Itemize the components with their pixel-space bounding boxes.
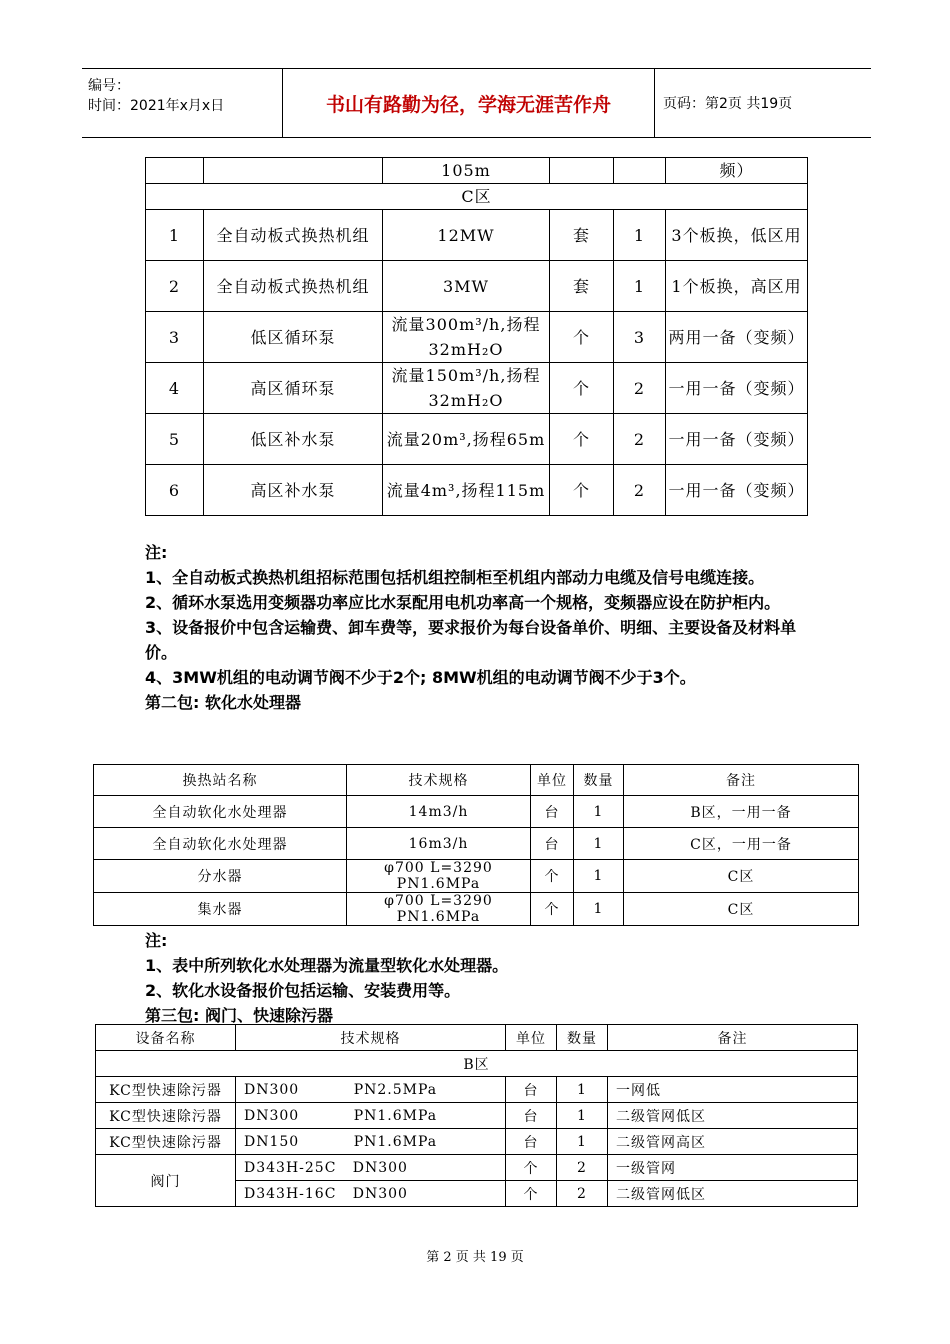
section-row (96, 1051, 858, 1077)
table-cell: 个 (550, 312, 614, 363)
table-row (96, 1103, 858, 1129)
table-cell: C区 (624, 893, 859, 926)
table-cell: 个 (550, 414, 614, 465)
header-motto: 书山有路勤为径，学海无涯苦作舟 (283, 69, 655, 137)
table-cell: KC型快速除污器 (96, 1129, 236, 1155)
column-header: 技术规格 (347, 765, 531, 796)
table-cell: 3 (614, 312, 666, 363)
table-cell: B区，一用一备 (624, 796, 859, 828)
table-row (94, 796, 859, 828)
time-label: 时间：2021年x月x日 (88, 98, 225, 114)
table-cell: 套 (550, 261, 614, 312)
section-row (146, 184, 808, 210)
table-cell: 5 (146, 414, 204, 465)
table-cell: 高区补水泵 (204, 465, 383, 516)
table-cell: 流量20m³,扬程65m (383, 414, 550, 465)
header-meta (82, 69, 283, 137)
table-cell: DN150 PN1.6MPa (236, 1129, 506, 1155)
softener-table (93, 764, 859, 926)
table-cell: 频） (666, 158, 808, 184)
table-cell: 台 (531, 828, 574, 860)
table-cell: 台 (531, 796, 574, 828)
table-cell: 1 (614, 261, 666, 312)
table-cell: 二级管网低区 (608, 1181, 858, 1207)
column-header: 备注 (624, 765, 859, 796)
valve-table (95, 1024, 858, 1207)
column-header: 技术规格 (236, 1025, 506, 1051)
table-cell: 1 (557, 1103, 608, 1129)
column-header: 单位 (506, 1025, 557, 1051)
table-cell: 两用一备（变频） (666, 312, 808, 363)
table-cell: 台 (506, 1129, 557, 1155)
table-cell: KC型快速除污器 (96, 1077, 236, 1103)
table-cell: 105m (383, 158, 550, 184)
table-cell: 1 (574, 860, 624, 893)
table-cell: 3 (146, 312, 204, 363)
table-cell: 1 (574, 796, 624, 828)
table-cell: 低区补水泵 (204, 414, 383, 465)
column-header: 数量 (574, 765, 624, 796)
header-row (96, 1025, 858, 1051)
page-footer: 第 2 页 共 19 页 (426, 1250, 524, 1265)
table-cell: 二级管网高区 (608, 1129, 858, 1155)
table-cell: 2 (614, 465, 666, 516)
table-cell: 流量4m³,扬程115m (383, 465, 550, 516)
table-cell: C区 (624, 860, 859, 893)
table-cell: 一级管网 (608, 1155, 858, 1181)
note-line: 2、循环水泵选用变频器功率应比水泵配用电机功率高一个规格，变频器应设在防护柜内。 (145, 593, 781, 612)
table-cell: 1 (557, 1129, 608, 1155)
table-cell: φ700 L=3290 PN1.6MPa (347, 893, 531, 926)
table-cell: 2 (557, 1155, 608, 1181)
table-cell: 一网低 (608, 1077, 858, 1103)
header-row (94, 765, 859, 796)
code-label: 编号： (88, 78, 130, 94)
table-cell: 14m3/h (347, 796, 531, 828)
table-cell: 1 (557, 1077, 608, 1103)
table-cell: 一用一备（变频） (666, 363, 808, 414)
table-cell: 1 (574, 893, 624, 926)
table-cell: 台 (506, 1103, 557, 1129)
table-cell: 2 (614, 363, 666, 414)
table-row (96, 1077, 858, 1103)
table-cell: 全自动软化水处理器 (94, 828, 347, 860)
table-cell: 个 (506, 1155, 557, 1181)
table-cell: DN300 PN1.6MPa (236, 1103, 506, 1129)
table-cell: 4 (146, 363, 204, 414)
table-row (146, 158, 808, 184)
table-cell: 全自动软化水处理器 (94, 796, 347, 828)
table-cell: 二级管网低区 (608, 1103, 858, 1129)
table-row (146, 465, 808, 516)
table-row (146, 414, 808, 465)
page-header (82, 68, 871, 138)
table-cell: 3MW (383, 261, 550, 312)
section-label: B区 (96, 1051, 858, 1077)
note-line: 2、软化水设备报价包括运输、安装费用等。 (145, 981, 461, 1000)
table-cell: 2 (146, 261, 204, 312)
column-header: 数量 (557, 1025, 608, 1051)
note-line: 3、设备报价中包含运输费、卸车费等，要求报价为每台设备单价、明细、主要设备及材料单价。 (145, 618, 797, 662)
table-cell: KC型快速除污器 (96, 1103, 236, 1129)
note-line: 注: (145, 931, 168, 950)
column-header: 换热站名称 (94, 765, 347, 796)
table-cell: 分水器 (94, 860, 347, 893)
table-cell (146, 158, 204, 184)
table-row (146, 363, 808, 414)
table-cell: D343H-25C DN300 (236, 1155, 506, 1181)
column-header: 备注 (608, 1025, 858, 1051)
table-cell (204, 158, 383, 184)
note-line: 注: (145, 543, 168, 562)
table-cell: 6 (146, 465, 204, 516)
table-cell: D343H-16C DN300 (236, 1181, 506, 1207)
table-cell: 个 (506, 1181, 557, 1207)
table-cell: 个 (531, 860, 574, 893)
table-cell: 3个板换，低区用 (666, 210, 808, 261)
table-cell: 套 (550, 210, 614, 261)
table-cell: φ700 L=3290 PN1.6MPa (347, 860, 531, 893)
table-row (146, 312, 808, 363)
table-cell: 低区循环泵 (204, 312, 383, 363)
table-row (94, 860, 859, 893)
column-header: 设备名称 (96, 1025, 236, 1051)
table-cell: 台 (506, 1077, 557, 1103)
table-row (96, 1129, 858, 1155)
notes-package-1 (145, 540, 810, 715)
table-row (146, 261, 808, 312)
table-cell: DN300 PN2.5MPa (236, 1077, 506, 1103)
table-cell: 高区循环泵 (204, 363, 383, 414)
note-line: 第三包: 阀门、快速除污器 (145, 1006, 333, 1025)
note-line: 4、3MW机组的电动调节阀不少于2个; 8MW机组的电动调节阀不少于3个。 (145, 668, 696, 687)
note-line: 1、表中所列软化水处理器为流量型软化水处理器。 (145, 956, 509, 975)
header-page-label: 页码：第2页 共19页 (663, 96, 793, 112)
column-header: 单位 (531, 765, 574, 796)
valve-name-cell: 阀门 (96, 1155, 236, 1207)
table-cell: 1 (574, 828, 624, 860)
table-cell: 一用一备（变频） (666, 414, 808, 465)
table-cell: 2 (557, 1181, 608, 1207)
table-cell: C区，一用一备 (624, 828, 859, 860)
note-line: 1、全自动板式换热机组招标范围包括机组控制柜至机组内部动力电缆及信号电缆连接。 (145, 568, 765, 587)
notes-package-2 (145, 928, 810, 1028)
table-row (146, 210, 808, 261)
table-cell: 个 (550, 363, 614, 414)
table-cell: 个 (550, 465, 614, 516)
table-cell (614, 158, 666, 184)
table-cell: 一用一备（变频） (666, 465, 808, 516)
table-cell: 集水器 (94, 893, 347, 926)
table-row (94, 893, 859, 926)
table-cell: 16m3/h (347, 828, 531, 860)
table-cell (550, 158, 614, 184)
table-cell: 1 (614, 210, 666, 261)
table-row (96, 1155, 858, 1181)
table-row (94, 828, 859, 860)
table-cell: 12MW (383, 210, 550, 261)
note-line: 第二包: 软化水处理器 (145, 693, 301, 712)
section-label: C区 (146, 184, 808, 210)
table-cell: 流量150m³/h,扬程32mH₂O (383, 363, 550, 414)
table-cell: 1个板换，高区用 (666, 261, 808, 312)
table-cell: 1 (146, 210, 204, 261)
table-cell: 全自动板式换热机组 (204, 210, 383, 261)
table-cell: 全自动板式换热机组 (204, 261, 383, 312)
equipment-table-c (145, 157, 808, 516)
table-cell: 2 (614, 414, 666, 465)
table-cell: 个 (531, 893, 574, 926)
table-cell: 流量300m³/h,扬程32mH₂O (383, 312, 550, 363)
